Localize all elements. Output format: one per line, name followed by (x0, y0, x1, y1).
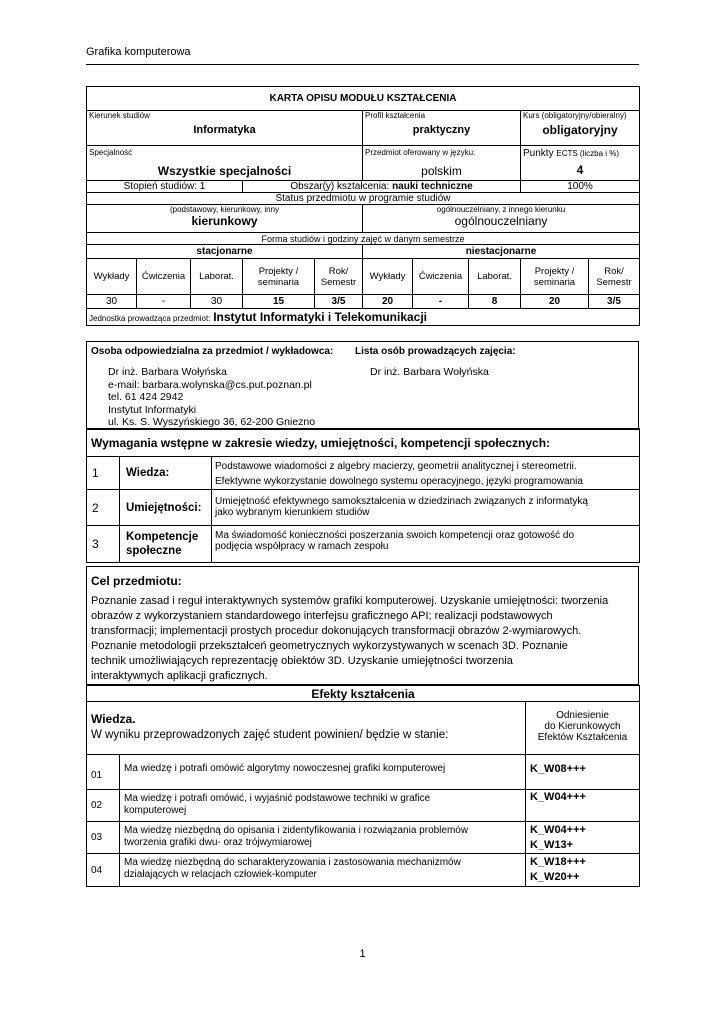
hours-header: Rok/ Semestr (589, 259, 640, 295)
specjalnosc-cell (87, 146, 363, 181)
goal-table (86, 566, 639, 685)
wiedza-subtitle: W wyniku przeprowadzonych zajęć student powinien/ będzie w stanie: (91, 729, 449, 741)
teacher-name: Dr inż. Barbara Wołyńska (370, 366, 489, 378)
responsible-email: e-mail: barbara.wolynska@cs.put.poznan.pl (108, 378, 312, 391)
requirement-num: 3 (87, 526, 120, 563)
kurs-cell (521, 111, 640, 146)
effect-num: 02 (87, 790, 120, 822)
kierunek-label: Kierunek studiów (89, 111, 150, 120)
hours-value: 30 (191, 295, 243, 309)
wiedza-header-cell (87, 702, 526, 755)
effect-ref: K_W18+++ (530, 856, 586, 868)
status-label: Status przedmiotu w programie studiów (87, 193, 640, 205)
responsible-name: Dr inż. Barbara Wołyńska (108, 366, 227, 378)
requirement-row (87, 490, 640, 526)
hours-value: 30 (87, 295, 137, 309)
goal-line: Poznanie metodologii przekształceń geometrycznych wykorzystywanych w scenach 3D. Poznanie (91, 640, 568, 652)
procent-cell: 100% (521, 181, 640, 193)
goal-line: interaktywnych aplikacji graficznych. (91, 670, 268, 682)
card-info-table (86, 86, 640, 326)
requirement-row (87, 457, 640, 490)
stopien-value: 1 (199, 181, 206, 192)
effect-ref-cell (526, 854, 640, 887)
effect-line: tworzenia grafiki dwu- oraz trójwymiarowej (124, 837, 312, 848)
requirement-text (212, 490, 640, 526)
header-rule (86, 64, 639, 65)
effect-num: 01 (87, 763, 120, 790)
requirement-num: 2 (87, 490, 120, 526)
goal-line: obrazów z wykorzystaniem standardowego interfejsu graficznego API; realizacji podstawowych (91, 610, 553, 622)
requirements-heading: Wymagania wstępne w zakresie wiedzy, umiejętności, kompetencji społecznych: (87, 429, 640, 457)
jednostka-cell (87, 309, 640, 326)
status-left-cell (87, 205, 363, 233)
effect-ref: K_W08+++ (526, 763, 640, 790)
goal-heading: Cel przedmiotu: (91, 574, 182, 588)
requirement-label: Wiedza: (120, 457, 212, 490)
status-right-value: ogólnouczelniany (454, 214, 548, 228)
requirement-line: jako wybranym kierunkiem studiów (215, 507, 370, 518)
goal-line: transformacji; implementacji prostych procedur dokonujących transformacji obrazów 2-wymiarowych. (91, 625, 582, 637)
status-left-value: kierunkowy (191, 214, 258, 228)
effect-text (120, 854, 526, 887)
effect-row (87, 790, 640, 822)
requirement-line: Umiejętność efektywnego samokształcenia w dziedzinach związanych z informatyką (215, 496, 588, 507)
effect-line: komputerowej (124, 805, 187, 816)
requirement-line: Podstawowe wiadomości z algebry macierzy, geometrii analitycznej i stereometrii. (215, 461, 577, 472)
card-title: KARTA OPISU MODUŁU KSZTAŁCENIA (87, 87, 640, 111)
effect-ref-cell (526, 822, 640, 854)
hours-header: Wykłady (87, 259, 137, 295)
requirement-line: podjęcia współpracy w ramach zespołu (215, 541, 389, 552)
kurs-label: Kurs (obligatoryjny/obieralny) (523, 111, 627, 120)
status-left-label: (podstawowy, kierunkowy, inny (169, 205, 280, 214)
effect-num: 03 (87, 822, 120, 854)
teachers-heading: Lista osób prowadzących zajęcia: (355, 346, 516, 357)
responsible-address: ul. Ks. S. Wyszyńskiego 36, 62-200 Gniezno (108, 416, 316, 428)
status-right-cell (363, 205, 640, 233)
hours-header: Laborat. (191, 259, 243, 295)
effect-ref: K_W04+++ (526, 790, 640, 822)
effect-line: Ma wiedzę niezbędną do opisania i zidentyfikowania i rozwiązania problemów (124, 825, 469, 836)
requirements-table (86, 428, 640, 563)
effect-row (87, 854, 640, 887)
hours-header: Projekty / seminaria (521, 259, 589, 295)
jednostka-label: Jednostka prowadząca przedmiot: (89, 314, 211, 323)
goal-line: technik umożliwiających reprezentację obiektów 3D. Uzyskanie umiejętności tworzenia (91, 655, 513, 667)
hours-header-row (87, 259, 640, 295)
requirement-line: Ma świadomość konieczności poszerzania swoich kompetencji oraz gotowość do (215, 530, 575, 541)
page-number: 1 (359, 948, 366, 960)
stacjonarne-label: stacjonarne (87, 245, 363, 259)
niestacjonarne-label: niestacjonarne (363, 245, 640, 259)
reference-header-line: Efektów Kształcenia (537, 732, 628, 743)
effect-ref: K_W20++ (530, 871, 580, 883)
hours-value: 3/5 (315, 295, 363, 309)
obszar-label: Obszar(y) kształcenia: (290, 181, 390, 192)
hours-header: Rok/ Semestr (315, 259, 363, 295)
effect-ref: K_W04+++ (530, 824, 586, 836)
hours-value: - (137, 295, 191, 309)
goal-cell (87, 567, 639, 685)
reference-header-cell (526, 702, 640, 755)
profil-cell (363, 111, 521, 146)
obszar-cell (243, 181, 521, 193)
kurs-value: obligatoryjny (542, 123, 618, 137)
specjalnosc-value: Wszystkie specjalności (157, 164, 292, 178)
jednostka-value: Instytut Informatyki i Telekomunikacji (213, 310, 428, 324)
requirement-text (212, 457, 640, 490)
specjalnosc-label: Specjalność (89, 148, 133, 157)
effect-line: działających w relacjach człowiek-komputer (124, 869, 317, 880)
effect-row (87, 822, 640, 854)
responsible-details (108, 366, 315, 429)
wiedza-title: Wiedza. (91, 712, 136, 726)
responsible-phone: tel. 61 424 2942 (108, 391, 184, 403)
effect-ref: K_W13+ (530, 839, 574, 851)
jezyk-label: Przedmiot oferowany w języku: (365, 148, 476, 157)
stopien-label: Stopień studiów: (123, 181, 198, 192)
hours-header: Ćwiczenia (413, 259, 469, 295)
hours-header: Wykłady (363, 259, 413, 295)
punkty-value: 4 (576, 163, 584, 177)
effects-table (86, 685, 640, 887)
hours-value: - (413, 295, 469, 309)
hours-header: Ćwiczenia (137, 259, 191, 295)
kierunek-value: Informatyka (193, 124, 256, 136)
hours-header: Projekty / seminaria (243, 259, 315, 295)
effect-line: Ma wiedzę i potrafi omówić algorytmy nowoczesnej grafiki komputerowej (124, 762, 446, 774)
hours-value: 15 (243, 295, 315, 309)
profil-value: praktyczny (412, 124, 471, 136)
responsible-heading: Osoba odpowiedzialna za przedmiot / wykładowca: (91, 346, 334, 357)
persons-table (86, 341, 639, 430)
effect-line: Ma wiedzę niezbędną do scharakteryzowania i zastosowania mechanizmów (124, 857, 461, 868)
requirement-label: Kompetencje społeczne (120, 526, 212, 563)
effect-num: 04 (87, 854, 120, 887)
requirement-label: Umiejętności: (120, 490, 212, 526)
hours-value: 20 (363, 295, 413, 309)
hours-header: Laborat. (469, 259, 521, 295)
punkty-small-label: ECTS (liczba i %) (556, 149, 620, 158)
stopien-cell (87, 181, 243, 193)
status-right-label: ogólnouczelniany, z innego kierunku (436, 205, 566, 214)
effect-text (120, 822, 526, 854)
punkty-cell (521, 146, 640, 181)
requirement-row (87, 526, 640, 563)
hours-value: 3/5 (589, 295, 640, 309)
reference-header-line: Odniesienie (556, 710, 609, 721)
requirement-text (212, 526, 640, 563)
effect-line: Ma wiedzę i potrafi omówić, i wyjaśnić podstawowe techniki w grafice (124, 793, 431, 804)
persons-cell (87, 342, 639, 430)
responsible-institute: Instytut Informatyki (108, 403, 197, 416)
hours-value: 8 (469, 295, 521, 309)
reference-header-line: do Kierunkowych (544, 721, 621, 732)
forma-label: Forma studiów i godziny zajęć w danym semestrze (87, 233, 640, 245)
hours-value-row (87, 295, 640, 309)
jezyk-value: polskim (421, 164, 462, 178)
profil-label: Profil kształcenia (365, 111, 426, 120)
effect-text (120, 763, 526, 790)
obszar-value: nauki techniczne (392, 181, 473, 192)
punkty-label: Punkty (523, 148, 554, 159)
kierunek-cell (87, 111, 363, 146)
page-header-title: Grafika komputerowa (86, 46, 191, 58)
jezyk-cell (363, 146, 521, 181)
effect-row (87, 763, 640, 790)
effect-text (120, 790, 526, 822)
requirement-line: Efektywne wykorzystanie dowolnego systemu operacyjnego, języki programowania (215, 476, 583, 487)
hours-value: 20 (521, 295, 589, 309)
effects-heading: Efekty kształcenia (87, 686, 640, 702)
requirement-num: 1 (87, 457, 120, 490)
goal-line: Poznanie zasad i reguł interaktywnych systemów grafiki komputerowej. Uzyskanie umiejętności: tworzenia (91, 595, 609, 607)
